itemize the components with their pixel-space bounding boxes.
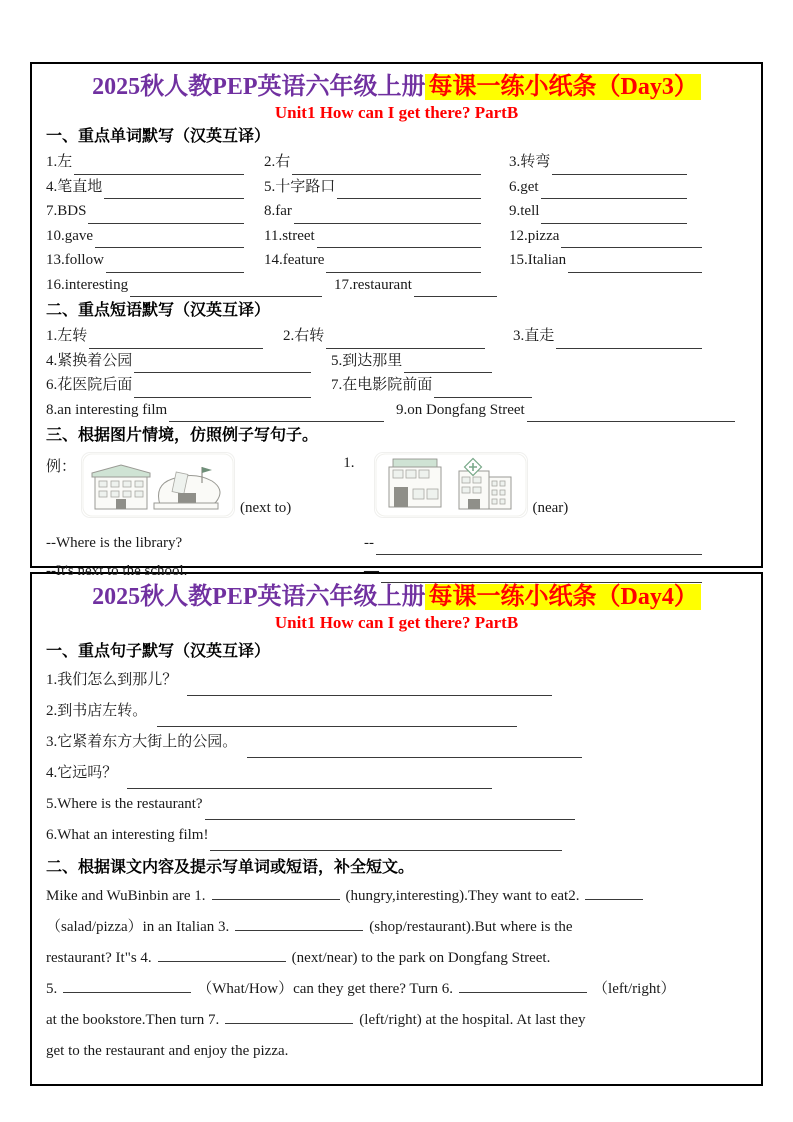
phrase-item-label: 8.an interesting film: [46, 401, 168, 418]
passage-line: [46, 881, 747, 912]
word-item-label: 1.左: [46, 154, 73, 170]
day3-section3-heading: 三、根据图片情境，仿照例子写句子。: [46, 427, 319, 444]
word-item-label: 9.tell: [509, 203, 540, 219]
day3-section2-heading: 二、重点短语默写（汉英互译）: [46, 302, 271, 319]
day4-section1-heading: 一、重点句子默写（汉英互译）: [46, 643, 271, 660]
answer-blank: [556, 332, 702, 349]
answer-blank: [104, 182, 244, 199]
sentence-row: [46, 758, 747, 789]
day4-card: [30, 572, 763, 1086]
phrase-item-label: 5.到达那里: [331, 352, 403, 369]
passage-text: (left/right) at the hospital. At last they: [359, 1012, 586, 1028]
answer-blank: [127, 772, 492, 789]
passage-text: (hungry,interesting).They want to eat2.: [345, 888, 580, 904]
word-row: [46, 248, 747, 273]
sentence-label: 6.What an interesting film!: [46, 827, 209, 843]
answer-blank: [337, 182, 481, 199]
day3-title-main: 2025秋人教PEP英语六年级上册: [92, 74, 426, 100]
answer-blank: [294, 207, 481, 224]
word-row: [46, 199, 747, 224]
example-qa-row: [46, 531, 747, 555]
answer-blank: [541, 207, 687, 224]
answer-blank: [210, 834, 562, 851]
word-item-label: 14.feature: [264, 252, 325, 268]
answer-blank: [561, 231, 702, 248]
example-question: --Where is the library?: [46, 535, 183, 551]
answer-blank: [134, 356, 311, 373]
picture-row: [46, 453, 747, 517]
passage-line: [46, 974, 747, 1005]
word-item-label: 17.restaurant: [334, 276, 412, 293]
phrase-item-label: 4.紧换着公园: [46, 352, 133, 369]
phrase-item-label: 9.on Dongfang Street: [396, 401, 525, 418]
phrase-item-label: 7.在电影院前面: [331, 377, 433, 393]
sentence-row: [46, 820, 747, 851]
passage-text: (next/near) to the park on Dongfang Street.: [291, 950, 551, 966]
passage-text: at the bookstore.Then turn 7.: [46, 1012, 220, 1028]
passage-line: [46, 943, 747, 974]
example-answer: --It's next to the school.: [46, 563, 188, 579]
word-row: [46, 224, 747, 249]
passage-text: 5.: [46, 981, 58, 997]
day4-title-main: 2025秋人教PEP英语六年级上册: [92, 584, 426, 610]
passage-line: [46, 1005, 747, 1036]
phrase-row: [46, 398, 747, 423]
answer-blank: [552, 158, 687, 175]
phrase-row: [46, 349, 747, 374]
fill-blank: [235, 915, 363, 931]
passage-text: (shop/restaurant).But where is the: [369, 919, 573, 935]
day3-title: [46, 72, 747, 102]
day3-card: [30, 62, 763, 579]
day3-subtitle: Unit1 How can I get there? PartB: [274, 103, 519, 122]
word-item-label: 13.follow: [46, 252, 104, 268]
answer-blank: [157, 710, 517, 727]
answer-blank: [326, 256, 481, 273]
word-row: [46, 273, 747, 298]
phrase-item-label: 2.右转: [283, 328, 325, 344]
word-item-label: 6.get: [509, 178, 539, 195]
fill-blank: [585, 884, 643, 900]
example-caption: (next to): [240, 500, 292, 516]
phrase-row: [46, 373, 747, 398]
item1-caption: (near): [532, 500, 569, 516]
answer-blank: [89, 332, 263, 349]
example-qa-row: [46, 559, 747, 583]
day4-section2-heading: 二、根据课文内容及提示写单词或短语，补全短文。: [46, 859, 415, 876]
answer-blank: [317, 231, 481, 248]
phrase-item-label: 1.左转: [46, 328, 88, 344]
sentence-row: [46, 727, 747, 758]
word-row: [46, 175, 747, 200]
answer-dash: --: [364, 535, 374, 551]
fill-blank: [225, 1008, 353, 1024]
bookstore-hospital-image: [375, 453, 527, 517]
answer-blank: [541, 182, 687, 199]
answer-blank: [247, 741, 582, 758]
fill-blank: [63, 977, 191, 993]
phrase-item-label: 6.花医院后面: [46, 377, 133, 393]
answer-blank: [434, 381, 532, 398]
fill-blank: [212, 884, 340, 900]
passage-text: get to the restaurant and enjoy the pizza.: [46, 1043, 289, 1059]
answer-blank: [568, 256, 702, 273]
answer-blank: [187, 679, 552, 696]
sentence-label: 4.它远吗？: [46, 765, 118, 781]
phrase-item-label: 3.直走: [513, 328, 555, 344]
word-item-label: 7.BDS: [46, 203, 87, 219]
passage-line: [46, 1036, 747, 1067]
sentence-label: 2.到书店左转。: [46, 703, 148, 719]
answer-blank: [88, 207, 244, 224]
word-item-label: 12.pizza: [509, 227, 560, 244]
day3-section1-heading: 一、重点单词默写（汉英互译）: [46, 128, 271, 145]
passage-text: （What/How）can they get there? Turn 6.: [197, 981, 454, 997]
answer-blank: [381, 566, 702, 583]
passage-text: Mike and WuBinbin are 1.: [46, 888, 206, 904]
day4-subtitle: Unit1 How can I get there? PartB: [274, 613, 519, 632]
day4-title-highlight: 每课一练小纸条（Day4）: [425, 584, 700, 610]
answer-blank: [134, 381, 311, 398]
word-row: [46, 150, 747, 175]
passage-text: （salad/pizza）in an Italian 3.: [46, 919, 230, 935]
sentence-row: [46, 665, 747, 696]
passage-text: restaurant? It"s 4.: [46, 950, 152, 966]
sentence-label: 1.我们怎么到那儿？: [46, 672, 178, 688]
answer-blank: [326, 332, 485, 349]
word-item-label: 16.interesting: [46, 276, 129, 293]
passage-line: [46, 912, 747, 943]
day4-title: [46, 582, 747, 612]
answer-blank: [205, 803, 575, 820]
word-item-label: 15.Italian: [509, 252, 567, 268]
answer-blank: [404, 356, 492, 373]
fill-blank: [459, 977, 587, 993]
answer-blank: [376, 538, 702, 555]
sentence-row: [46, 789, 747, 820]
sentence-label: 5.Where is the restaurant?: [46, 796, 203, 812]
item1-label: 1.: [343, 455, 355, 471]
example-label: 例：: [46, 459, 77, 475]
answer-dash: —: [364, 563, 379, 579]
word-item-label: 8.far: [264, 203, 292, 219]
word-item-label: 4.笔直地: [46, 178, 103, 195]
library-school-image: [82, 453, 234, 517]
answer-blank: [130, 280, 322, 297]
answer-blank: [527, 405, 735, 422]
phrase-row: [46, 324, 747, 349]
answer-blank: [106, 256, 244, 273]
answer-blank: [292, 158, 481, 175]
word-item-label: 3.转弯: [509, 154, 551, 170]
passage-text: （left/right）: [593, 981, 676, 997]
word-item-label: 11.street: [264, 227, 315, 244]
answer-blank: [169, 405, 384, 422]
answer-blank: [74, 158, 244, 175]
fill-blank: [158, 946, 286, 962]
sentence-row: [46, 696, 747, 727]
sentence-label: 3.它紧着东方大街上的公园。: [46, 734, 238, 750]
word-item-label: 2.右: [264, 154, 291, 170]
day3-title-highlight: 每课一练小纸条（Day3）: [425, 74, 700, 100]
answer-blank: [95, 231, 244, 248]
word-item-label: 10.gave: [46, 227, 94, 244]
word-item-label: 5.十字路口: [264, 178, 336, 195]
answer-blank: [414, 280, 497, 297]
